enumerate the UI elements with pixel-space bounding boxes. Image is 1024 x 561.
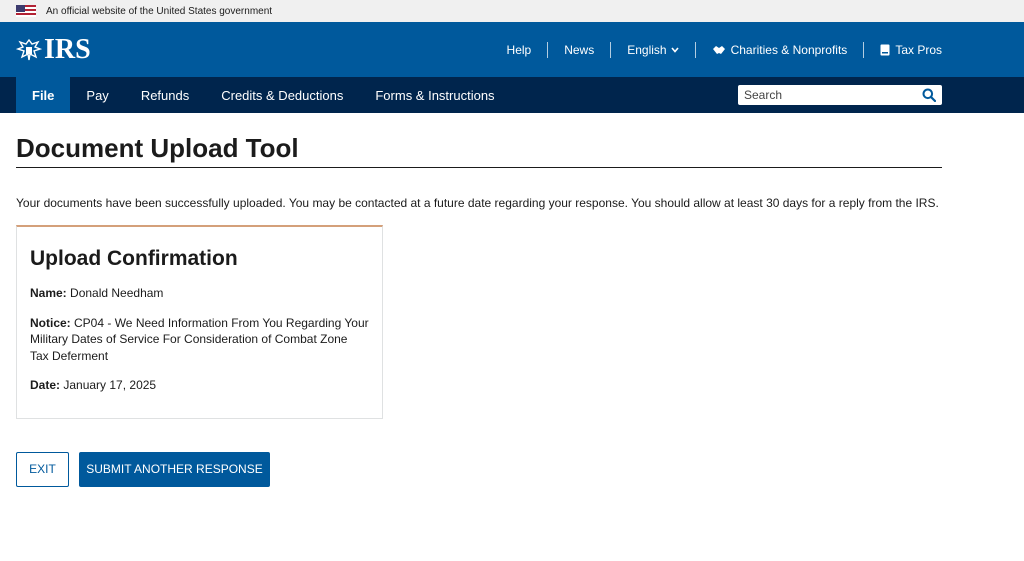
main-nav (0, 77, 1024, 113)
notice-field (30, 315, 369, 365)
util-taxpros-link[interactable] (863, 42, 942, 58)
card-title: Upload Confirmation (30, 247, 238, 270)
search-input[interactable] (744, 88, 904, 102)
exit-button[interactable]: EXIT (16, 452, 69, 487)
us-flag-icon (16, 5, 36, 17)
nav-tab-file[interactable] (16, 77, 70, 113)
nav-tab-label: Refunds (140, 87, 190, 103)
nav-tab-pay[interactable] (70, 77, 124, 113)
util-charities-label: Charities & Nonprofits (730, 42, 848, 57)
gov-banner (0, 0, 1024, 22)
nav-tab-label: File (32, 87, 55, 103)
util-news-link[interactable] (547, 42, 610, 58)
util-charities-link[interactable] (695, 42, 864, 58)
success-message: Your documents have been successfully uploaded. You may be contacted at a future date regarding your response. You should allow at least 30 days for a reply from the IRS. (16, 196, 939, 210)
upload-confirmation-card (16, 225, 383, 419)
util-taxpros-label: Tax Pros (895, 42, 942, 57)
name-label: Name: (30, 286, 67, 300)
util-help-link[interactable] (491, 42, 548, 58)
site-header (0, 22, 1024, 77)
nav-tab-label: Forms & Instructions (375, 87, 495, 103)
handshake-icon (712, 44, 726, 56)
date-label: Date: (30, 378, 61, 392)
main-content (0, 133, 1024, 487)
logo-text: IRS (44, 33, 91, 65)
submit-another-response-button[interactable]: SUBMIT ANOTHER RESPONSE (79, 452, 270, 487)
eagle-icon (16, 37, 42, 63)
nav-tab-credits-deductions[interactable] (205, 77, 359, 113)
date-field (30, 377, 369, 394)
nav-tab-label: Pay (86, 87, 109, 103)
search-box (738, 85, 942, 105)
nav-tabs (16, 77, 511, 113)
action-buttons (16, 452, 942, 487)
util-news-label: News (564, 42, 595, 57)
name-field (30, 285, 369, 302)
utility-nav (491, 42, 942, 58)
date-value: January 17, 2025 (63, 378, 157, 392)
chevron-down-icon (671, 47, 679, 53)
search-icon[interactable] (922, 88, 936, 102)
language-label: English (627, 42, 667, 57)
gov-banner-text: An official website of the United States government (46, 5, 273, 17)
language-selector[interactable] (610, 42, 694, 58)
page-title: Document Upload Tool (16, 133, 942, 168)
irs-logo[interactable] (16, 34, 91, 66)
nav-tab-label: Credits & Deductions (221, 87, 344, 103)
notice-value: CP04 - We Need Information From You Regarding Your Military Dates of Service For Consideration of Combat Zone Tax Deferment (30, 315, 369, 363)
util-help-label: Help (506, 42, 532, 57)
name-value: Donald Needham (70, 286, 164, 300)
nav-tab-forms-instructions[interactable] (359, 77, 510, 113)
notice-label: Notice: (30, 315, 71, 330)
book-icon (880, 44, 890, 56)
nav-tab-refunds[interactable] (125, 77, 205, 113)
